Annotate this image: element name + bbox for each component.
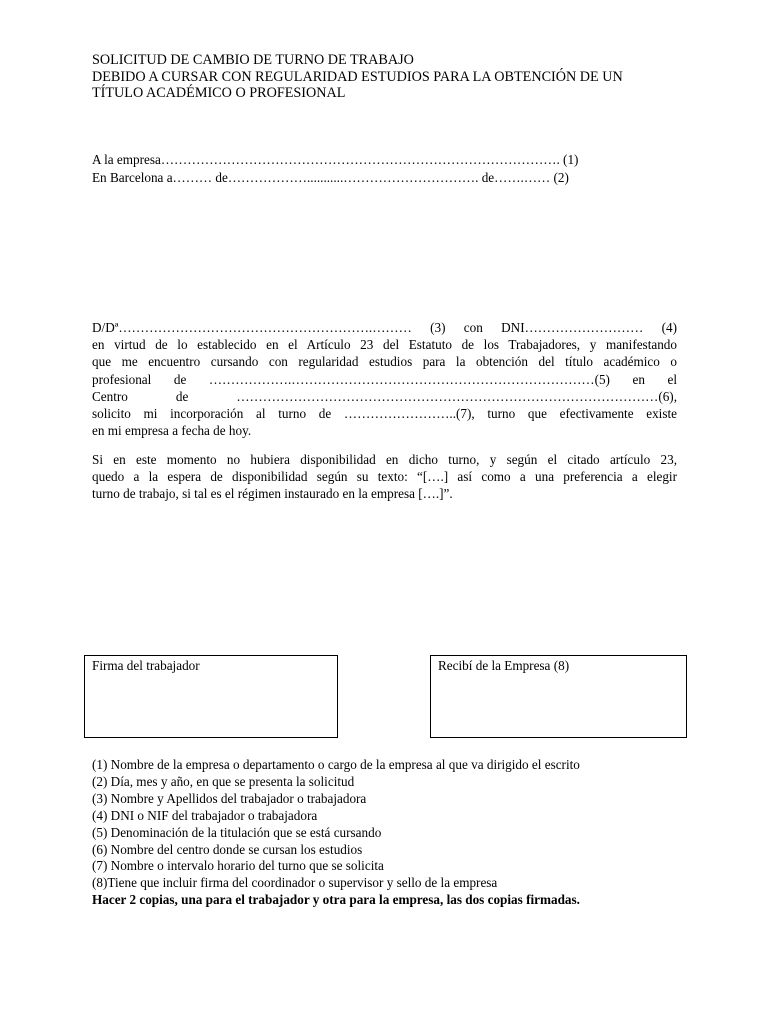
availability-line-3: turno de trabajo, si tal es el régimen instaurado en la empresa [….]”. — [92, 486, 453, 502]
copies-instruction: Hacer 2 copias, una para el trabajador y otra para la empresa, las dos copias firmadas. — [92, 892, 580, 908]
company-line: A la empresa………………………………………………………………………………. (1) — [92, 152, 579, 167]
availability-line-1: Si en este momento no hubiera disponibilidad en dicho turno, y según el citado artículo 23, — [92, 452, 677, 467]
footnote-3: (3) Nombre y Apellidos del trabajador o trabajadora — [92, 790, 367, 806]
footnotes — [92, 757, 580, 909]
request-line-5: Centro de ……………………………………………………………………………………(6), — [92, 388, 677, 404]
footnote-7: (7) Nombre o intervalo horario del turno que se solicita — [92, 858, 384, 874]
request-line-3: que me encuentro cursando con regularidad estudios para la obtención del título académico o — [92, 354, 677, 370]
title-line-2: DEBIDO A CURSAR CON REGULARIDAD ESTUDIOS PARA LA OBTENCIÓN DE UN — [92, 68, 623, 85]
addressee-block — [92, 151, 578, 186]
request-line-2: en virtud de lo establecido en el Artículo 23 del Estatuto de los Trabajadores, y manifestando — [92, 337, 677, 353]
availability-paragraph — [92, 451, 677, 503]
request-line-7: en mi empresa a fecha de hoy. — [92, 423, 252, 439]
footnote-2: (2) Día, mes y año, en que se presenta la solicitud — [92, 773, 355, 789]
place-date-line: En Barcelona a……… de………………...........…………………………. de…….…… (2) — [92, 169, 569, 185]
footnote-6: (6) Nombre del centro donde se cursan los estudios — [92, 841, 363, 857]
footnote-8: (8)Tiene que incluir firma del coordinador o supervisor y sello de la empresa — [92, 875, 498, 891]
worker-signature-label: Firma del trabajador — [92, 658, 200, 673]
worker-signature-box — [84, 655, 338, 738]
request-line-6: solicito mi incorporación al turno de ……………………..(7), turno que efectivamente existe — [92, 406, 677, 422]
title-line-1: SOLICITUD DE CAMBIO DE TURNO DE TRABAJO — [92, 52, 414, 68]
request-paragraph — [92, 319, 677, 439]
request-line-4: profesional de ……………….……………………………………………………………(5) en el — [92, 371, 677, 387]
title-line-3: TÍTULO ACADÉMICO O PROFESIONAL — [92, 85, 346, 101]
document-title — [92, 52, 692, 102]
company-receipt-label: Recibí de la Empresa (8) — [438, 658, 570, 673]
footnote-1: (1) Nombre de la empresa o departamento o cargo de la empresa al que va dirigido el escrito — [92, 757, 580, 772]
company-receipt-box — [430, 655, 687, 738]
footnote-5: (5) Denominación de la titulación que se está cursando — [92, 824, 382, 840]
footnote-4: (4) DNI o NIF del trabajador o trabajadora — [92, 807, 318, 823]
availability-line-2: quedo a la espera de disponibilidad según su texto: “[….] así como a una preferencia a elegir — [92, 469, 677, 485]
request-line-1: D/Dª………………………………………………….……… (3) con DNI……………………… (4) — [92, 320, 677, 335]
